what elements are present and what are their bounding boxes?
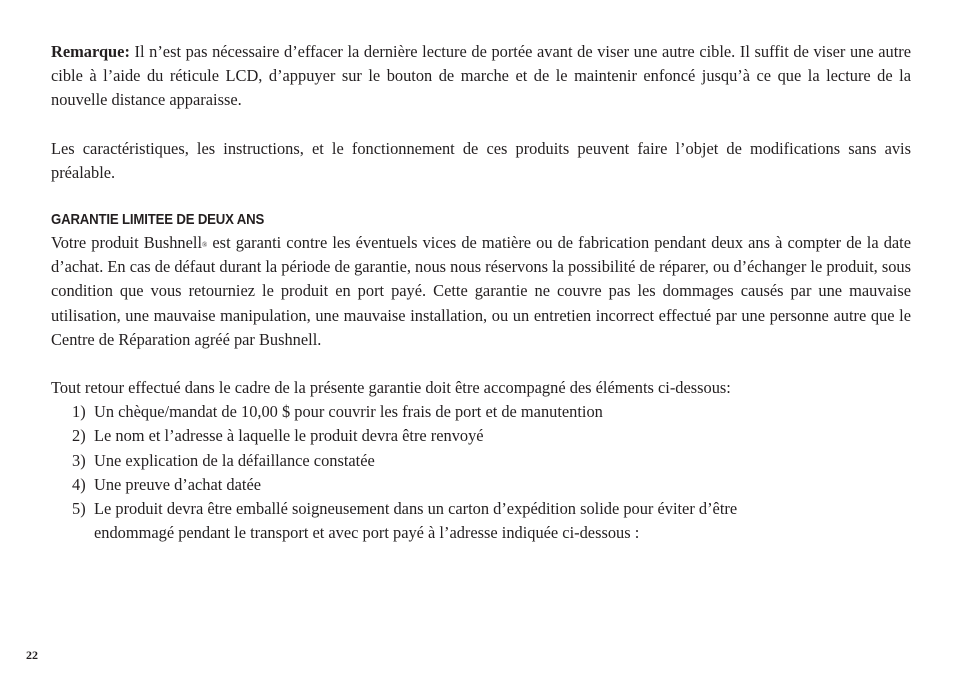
document-page [51, 40, 911, 545]
page-number: 22 [26, 648, 38, 662]
list-item [72, 449, 911, 473]
spacer [51, 113, 911, 137]
list-item-number: 3) [72, 450, 86, 470]
list-item-number: 5) [72, 499, 86, 519]
list-item-text: Une preuve d’achat datée [94, 474, 261, 494]
list-item-text: Le nom et l’adresse à laquelle le produit devra être renvoyé [94, 426, 484, 446]
return-intro: Tout retour effectué dans le cadre de la présente garantie doit être accompagné des éléments ci-dessous: [51, 378, 731, 398]
remark-paragraph [51, 40, 911, 113]
list-item [72, 400, 911, 424]
list-item-text: Le produit devra être emballé soigneusement dans un carton d’expédition solide pour éviter d’être endommagé pendant le transport et avec port payé à l’adresse indiquée ci-dessous : [94, 499, 738, 543]
remark-label: Remarque: [51, 42, 130, 61]
warranty-heading: GARANTIE LIMITEE DE DEUX ANS [51, 211, 265, 229]
list-item [72, 497, 911, 545]
list-item-number: 4) [72, 474, 86, 494]
list-item [72, 424, 911, 448]
warranty-paragraph [51, 231, 911, 352]
warranty-body-rest: est garanti contre les éventuels vices de matière ou de fabrication pendant deux ans à compter de la date d’achat. En cas de défaut durant la période de garantie, nous nous réservons la possibilité de réparer, ou d’échanger le produit, sous condition que vous retourniez le produit en port payé. Cette garantie ne couvre pas les dommages causés par une mauvaise utilisation, une mauvaise manipulation, une mauvaise installation, ou un entretien incorrect effectué par une personne autre que le Centre de Réparation agréé par Bushnell. [51, 233, 912, 349]
spacer [51, 352, 911, 376]
list-item-text: Un chèque/mandat de 10,00 $ pour couvrir les frais de port et de manutention [94, 402, 603, 422]
warranty-body-start: Votre produit Bushnell [51, 233, 202, 253]
remark-text: Il n’est pas nécessaire d’effacer la dernière lecture de portée avant de viser une autre cible. Il suffit de viser une autre cible à l’aide du réticule LCD, d’appuyer sur le bouton de marche et de le maintenir enfoncé jusqu’à ce que la lecture de la nouvelle distance apparaisse. [51, 42, 911, 110]
return-requirements-list [51, 400, 911, 545]
list-item-number: 1) [72, 402, 86, 422]
list-item [72, 473, 911, 497]
list-item-number: 2) [72, 426, 86, 446]
spacer [51, 185, 911, 209]
registered-mark: ® [202, 241, 208, 250]
list-item-text: Une explication de la défaillance constatée [94, 450, 375, 470]
notice-paragraph: Les caractéristiques, les instructions, et le fonctionnement de ces produits peuvent faire l’objet de modifications sans avis préalable. [51, 138, 911, 182]
